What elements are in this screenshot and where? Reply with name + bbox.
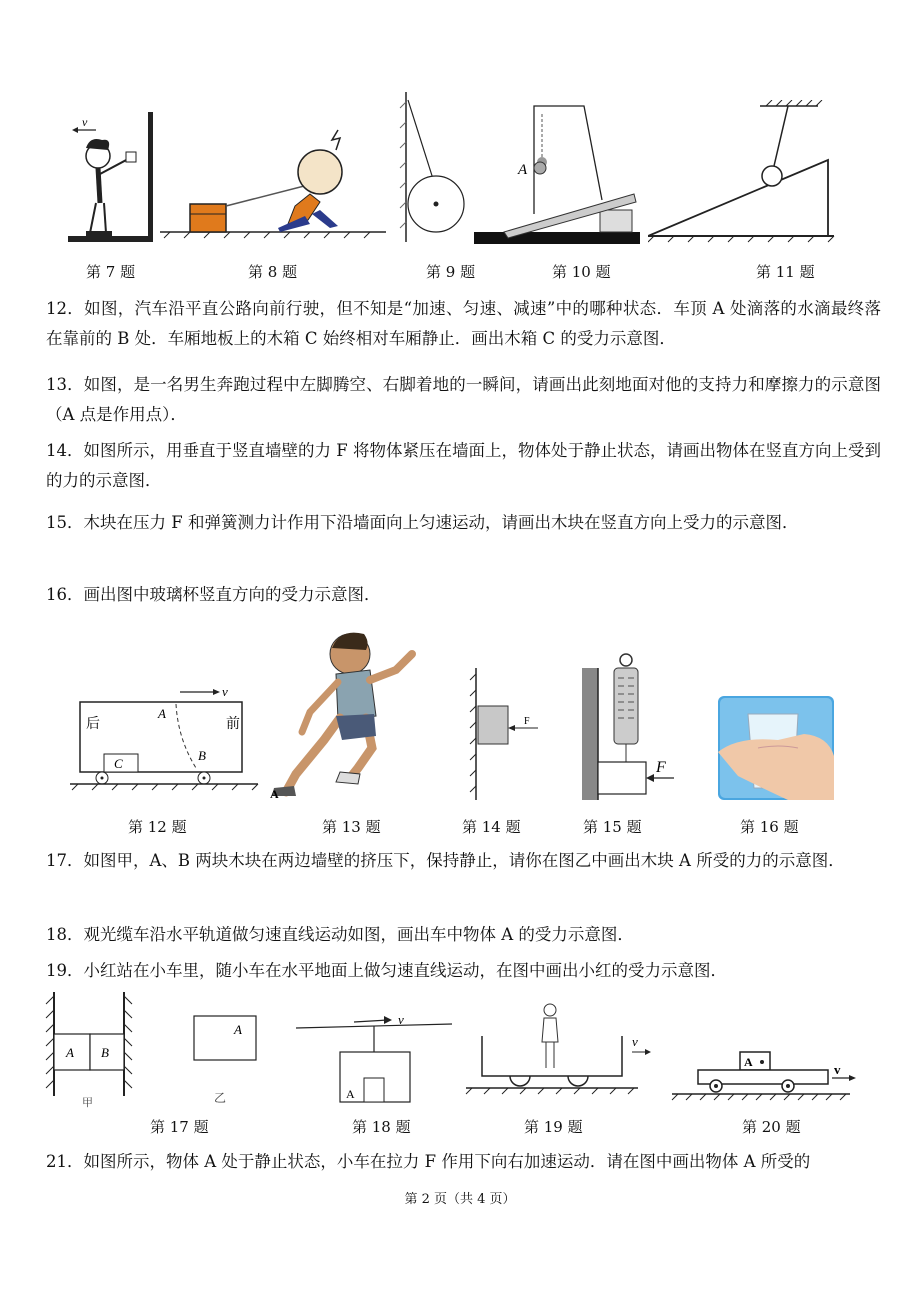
q13-a-label: A [270, 787, 279, 800]
q17-jia-label: 甲 [82, 1097, 93, 1109]
question-number: 15． [46, 513, 84, 532]
question-text: 如图，汽车沿平直公路向前行驶，但不知是“加速、匀速、减速”中的哪种状态．车顶 A 处滴落的水滴最终落在靠前的 B 处．车厢地板上的木箱 C 始终相对车厢静止．画出木箱 C 的受力示意图． [46, 299, 881, 348]
figure-q13 [266, 620, 426, 800]
question-12 [46, 294, 881, 354]
caption-q7: 第 7 题 [86, 263, 136, 281]
q12-back-label: 后 [86, 717, 100, 732]
figure-q10 [474, 96, 646, 246]
caption-q13: 第 13 题 [322, 818, 381, 836]
question-text: 小红站在小车里，随小车在水平地面上做匀速直线运动，在图中画出小红的受力示意图． [83, 961, 727, 980]
q12-v-label: v [222, 684, 228, 699]
q12-a-label: A [158, 706, 166, 721]
question-number: 14． [46, 441, 84, 460]
q18-a-label: A [346, 1087, 355, 1101]
q12-b-label: B [198, 748, 206, 763]
q12-front-label: 前 [226, 717, 240, 732]
figure-q8 [160, 124, 388, 240]
figure-q16 [718, 696, 836, 802]
caption-q18: 第 18 题 [352, 1118, 411, 1136]
figure-q19 [462, 996, 652, 1100]
caption-q12: 第 12 题 [128, 818, 187, 836]
question-number: 18． [46, 925, 84, 944]
figure-q17-jia [40, 990, 140, 1110]
question-text: 如图甲，A、B 两块木块在两边墙壁的挤压下，保持静止，请你在图乙中画出木块 A 所受的力的示意图． [83, 851, 845, 870]
question-text: 如图所示，用垂直于竖直墙壁的力 F 将物体紧压在墙面上，物体处于静止状态，请画出物体在竖直方向上受到的力的示意图． [46, 441, 881, 490]
question-text: 观光缆车沿水平轨道做匀速直线运动如图，画出车中物体 A 的受力示意图． [83, 925, 634, 944]
question-15 [46, 508, 881, 538]
q14-f-label: F [524, 716, 530, 727]
question-text: 如图，是一名男生奔跑过程中左脚腾空、右脚着地的一瞬间，请画出此刻地面对他的支持力和摩擦力的示意图（A 点是作用点）． [46, 375, 882, 424]
question-text: 木块在压力 F 和弹簧测力计作用下沿墙面向上匀速运动，请画出木块在竖直方向上受力的示意图． [83, 513, 799, 532]
question-number: 19． [46, 961, 84, 980]
page-footer: 第 2 页（共 4 页） [404, 1192, 516, 1207]
q15-f-label: F [656, 759, 666, 776]
q7-v-label: v [82, 115, 88, 129]
caption-q11: 第 11 题 [756, 263, 815, 281]
caption-q16: 第 16 题 [740, 818, 799, 836]
question-text: 画出图中玻璃杯竖直方向的受力示意图． [83, 585, 381, 604]
caption-q8: 第 8 题 [248, 263, 298, 281]
q20-v-label: v [834, 1062, 841, 1077]
figure-q11 [648, 100, 838, 246]
caption-q15: 第 15 题 [583, 818, 642, 836]
question-number: 12． [46, 299, 85, 318]
figure-q12 [70, 684, 260, 800]
question-number: 17． [46, 851, 84, 870]
caption-q19: 第 19 题 [524, 1118, 583, 1136]
question-text: 如图所示，物体 A 处于静止状态，小车在拉力 F 作用下向右加速运动．请在图中画出物体 A 所受的 [83, 1152, 811, 1171]
question-19 [46, 956, 881, 986]
caption-q9: 第 9 题 [426, 263, 476, 281]
question-16 [46, 580, 881, 610]
question-number: 13． [46, 375, 84, 394]
figure-q15 [578, 650, 678, 802]
question-14 [46, 436, 881, 496]
caption-q17: 第 17 题 [150, 1118, 209, 1136]
figure-q7 [60, 108, 160, 248]
q17-a2-label: A [234, 1022, 242, 1037]
question-number: 21． [46, 1152, 84, 1171]
figure-q9 [392, 92, 472, 244]
figure-q20 [670, 1044, 860, 1108]
q17-b-label: B [101, 1045, 109, 1060]
figure-q18 [296, 1012, 456, 1106]
figure-q14 [462, 666, 542, 802]
q20-a-label: A [744, 1055, 753, 1069]
question-number: 16． [46, 585, 84, 604]
caption-q14: 第 14 题 [462, 818, 521, 836]
question-21 [46, 1147, 881, 1177]
q17-yi-label: 乙 [214, 1091, 227, 1104]
question-13 [46, 370, 881, 430]
figure-q17-yi [190, 1012, 262, 1104]
caption-q10: 第 10 题 [552, 263, 611, 281]
question-18 [46, 920, 881, 950]
q10-a-label: A [518, 162, 528, 178]
q17-a-label: A [66, 1045, 74, 1060]
q19-v-label: v [632, 1034, 638, 1049]
q12-c-label: C [114, 756, 123, 771]
caption-q20: 第 20 题 [742, 1118, 801, 1136]
q18-v-label: v [398, 1012, 404, 1027]
question-17 [46, 846, 881, 876]
